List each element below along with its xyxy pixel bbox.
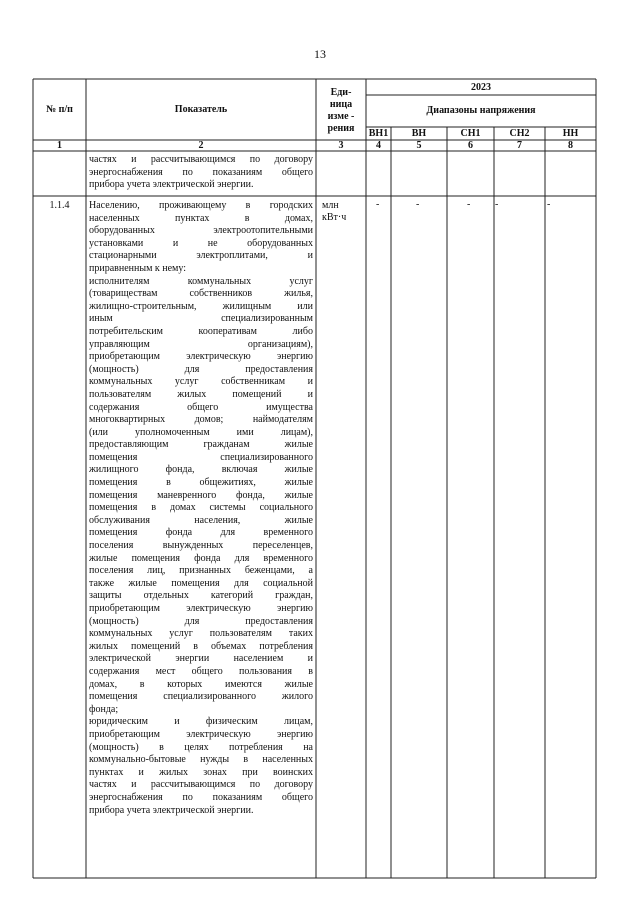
column-number: 4 xyxy=(376,140,381,151)
text-line: коммунальных услуг собственникам и xyxy=(89,376,313,388)
page-number: 13 xyxy=(314,47,326,61)
text-line: оборудованных электроотопительными xyxy=(89,225,313,237)
text-line: приобретающим электрическую энергию xyxy=(89,728,313,740)
text-line: управляющим организациям), xyxy=(89,338,313,350)
column-number: 3 xyxy=(338,140,344,151)
header-unit-line: изме - xyxy=(327,111,355,122)
text-line: многоквартирных домов; наймодателям xyxy=(89,414,313,426)
header-unit-line: Еди- xyxy=(330,87,352,98)
text-line: пользователям жилых помещений и xyxy=(89,388,313,400)
row-indicator-text xyxy=(89,200,313,817)
header-unit-line: рения xyxy=(327,123,355,134)
text-line: помещения специализированного жилого xyxy=(89,691,313,703)
header-range-sn1: СН1 xyxy=(460,128,481,139)
header-col-number: № п/п xyxy=(46,104,73,115)
header-range-vn: ВН xyxy=(411,128,427,139)
column-number: 8 xyxy=(568,140,573,151)
text-line: стационарными электроплитами, и xyxy=(89,250,313,262)
text-line: фонда; xyxy=(89,703,119,715)
column-number: 2 xyxy=(198,140,204,151)
column-number: 7 xyxy=(517,140,522,151)
text-line: электрической энергии населением и xyxy=(89,653,313,665)
text-line: домах, в которых имеются жилые xyxy=(89,678,313,690)
header-year: 2023 xyxy=(471,82,491,93)
header-range-sn2: СН2 xyxy=(509,128,530,139)
text-line: помещения фонда для временного xyxy=(89,527,313,539)
text-line: энергоснабжения по показаниям общего xyxy=(89,166,313,178)
text-line: коммунальных услуг пользователям таких xyxy=(89,628,313,640)
header-col-indicator: Показатель xyxy=(174,104,228,115)
text-line: защиты отдельных категорий граждан, xyxy=(89,590,313,602)
value-sn1: - xyxy=(467,199,471,210)
text-line: прибора учета электрической энергии. xyxy=(89,804,254,816)
text-line: энергоснабжения по показаниям общего xyxy=(89,791,313,803)
text-line: поселения лиц, признанных беженцами, а xyxy=(89,565,313,577)
text-line: частях и рассчитывающимся по договору xyxy=(89,154,313,165)
text-line: содержания общего имущества xyxy=(89,401,313,413)
header-range-nn: НН xyxy=(562,128,579,139)
text-line: приобретающим электрическую энергию xyxy=(89,603,313,614)
text-line: населенных пунктах в домах, xyxy=(89,212,313,224)
text-line: юридическим и физическим лицам, xyxy=(89,716,313,728)
text-line: помещения в общежитиях, жилые xyxy=(89,477,313,489)
text-line: потребительским кооперативам либо xyxy=(89,325,313,337)
row-number: 1.1.4 xyxy=(49,200,70,211)
value-nn: - xyxy=(547,199,551,210)
text-line: установками и не оборудованных xyxy=(89,237,313,249)
text-line: Населению, проживающему в городских xyxy=(89,200,313,211)
text-line: пунктах и жилых зонах при воинских xyxy=(89,766,313,778)
text-line: содержания мест общего пользования в xyxy=(89,665,313,677)
value-sn2: - xyxy=(495,199,499,210)
text-line: жилищно-строительным, жилищным или xyxy=(89,300,313,312)
text-line: (товариществам собственников жилья, xyxy=(89,288,313,300)
header-unit-line: ница xyxy=(329,99,353,110)
text-line: поселения вынужденных переселенцев, xyxy=(89,540,313,552)
column-number: 5 xyxy=(416,140,422,151)
text-line: помещения в домах системы социального xyxy=(89,502,313,514)
text-line: приравненным к нему: xyxy=(89,262,187,274)
text-line: частях и рассчитывающимся по договору xyxy=(89,779,313,791)
unit-line: млн xyxy=(322,200,339,211)
text-line: жилых помещений в объемах потребления xyxy=(89,640,313,652)
text-line: помещения специализированного xyxy=(89,451,313,463)
text-line: (или уполномоченным ими лицам), xyxy=(89,426,313,438)
text-line: обслуживания населения, жилые xyxy=(89,514,313,526)
value-vn1: - xyxy=(376,199,380,210)
text-line: жилые помещения фонда для временного xyxy=(89,552,313,564)
continuation-text xyxy=(89,154,313,192)
text-line: помещения маневренного фонда, жилые xyxy=(89,489,313,501)
text-line: иным специализированным xyxy=(89,313,313,325)
text-line: (мощность) для предоставления xyxy=(89,615,313,627)
text-line: предоставляющим гражданам жилые xyxy=(89,439,313,451)
text-line: также жилые помещения для социальной xyxy=(89,577,313,589)
header-voltage-ranges: Диапазоны напряжения xyxy=(426,105,536,116)
row-unit xyxy=(322,200,366,224)
column-number: 1 xyxy=(57,140,62,151)
header-range-vn1: ВН1 xyxy=(368,128,389,139)
value-vn: - xyxy=(416,199,420,210)
unit-line: кВт·ч xyxy=(322,212,347,223)
text-line: (мощность) в целях потребления на xyxy=(89,741,313,753)
text-line: (мощность) для предоставления xyxy=(89,363,313,375)
text-line: прибора учета электрической энергии. xyxy=(89,179,254,191)
text-line: жилищного фонда, включая жилые xyxy=(89,464,313,476)
column-number: 6 xyxy=(468,140,473,151)
text-line: приобретающим электрическую энергию xyxy=(89,351,313,363)
text-line: исполнителям коммунальных услуг xyxy=(89,275,313,287)
text-line: коммунально-бытовые нужды в населенных xyxy=(89,754,313,766)
